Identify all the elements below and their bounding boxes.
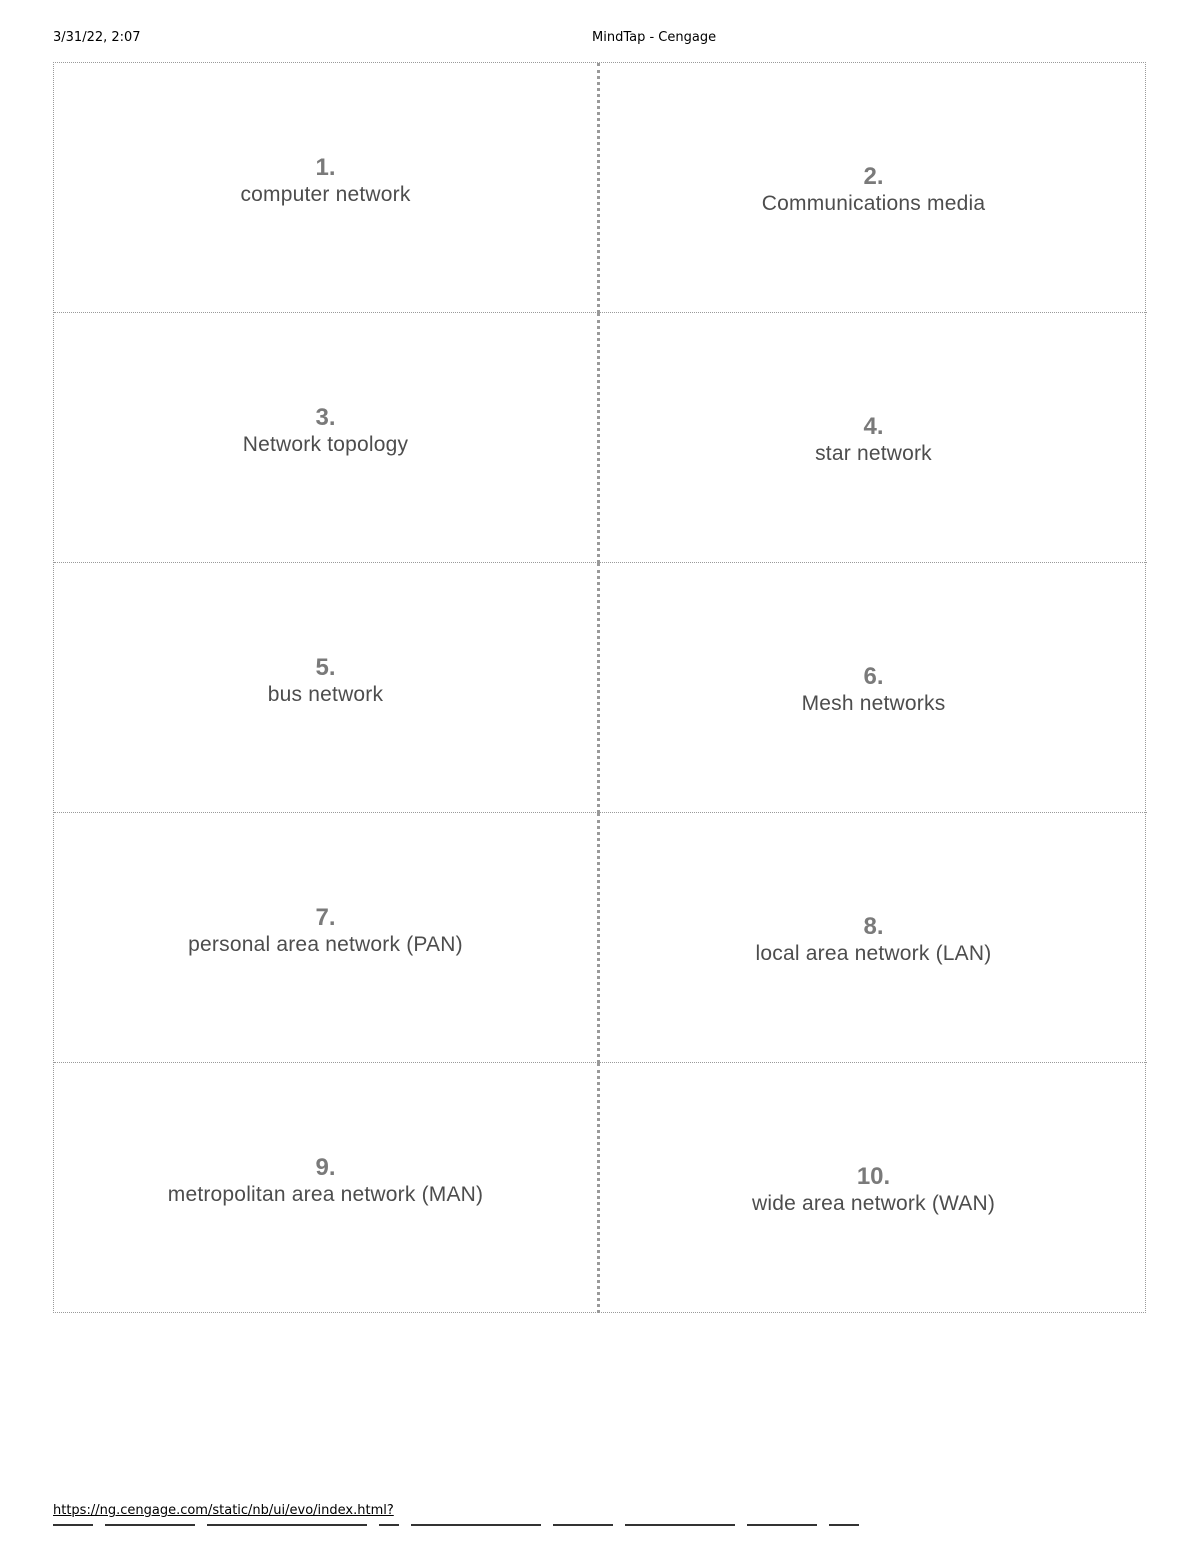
flashcard — [600, 1063, 1147, 1313]
card-term: Network topology — [242, 432, 409, 456]
card-term: wide area network (WAN) — [751, 1192, 996, 1215]
flashcard — [600, 313, 1147, 563]
card-term: star network — [815, 441, 932, 465]
flashcard — [600, 813, 1147, 1063]
flashcard — [600, 63, 1147, 313]
flashcard-grid — [53, 62, 1146, 1313]
card-number: 4. — [863, 412, 884, 440]
card-term: Communications media — [761, 191, 986, 215]
card-term: local area network (LAN) — [755, 941, 992, 965]
flashcard — [54, 1063, 600, 1313]
card-term: metropolitan area network (MAN) — [167, 1183, 484, 1206]
card-number: 3. — [315, 403, 336, 431]
footer-clipped-line — [53, 1524, 943, 1528]
card-number: 5. — [315, 653, 336, 681]
card-number: 8. — [863, 912, 884, 940]
card-number: 7. — [315, 903, 336, 931]
card-term: Mesh networks — [801, 691, 946, 715]
card-number: 6. — [863, 662, 884, 690]
card-number: 9. — [315, 1154, 336, 1181]
card-number: 1. — [315, 153, 336, 181]
footer-url-link[interactable]: https://ng.cengage.com/static/nb/ui/evo/index.html? — [53, 1503, 394, 1518]
print-header — [0, 28, 1200, 50]
print-date: 3/31/22, 2:07 — [53, 30, 141, 45]
page-title: MindTap - Cengage — [592, 30, 717, 45]
card-term: bus network — [267, 682, 384, 706]
card-number: 2. — [863, 162, 884, 190]
flashcard — [54, 813, 600, 1063]
card-term: computer network — [240, 182, 411, 206]
flashcard — [54, 313, 600, 563]
card-number: 10. — [856, 1163, 891, 1190]
flashcard — [600, 563, 1147, 813]
print-footer — [53, 1503, 394, 1518]
card-term: personal area network (PAN) — [188, 932, 463, 956]
flashcard — [54, 563, 600, 813]
flashcard — [54, 63, 600, 313]
